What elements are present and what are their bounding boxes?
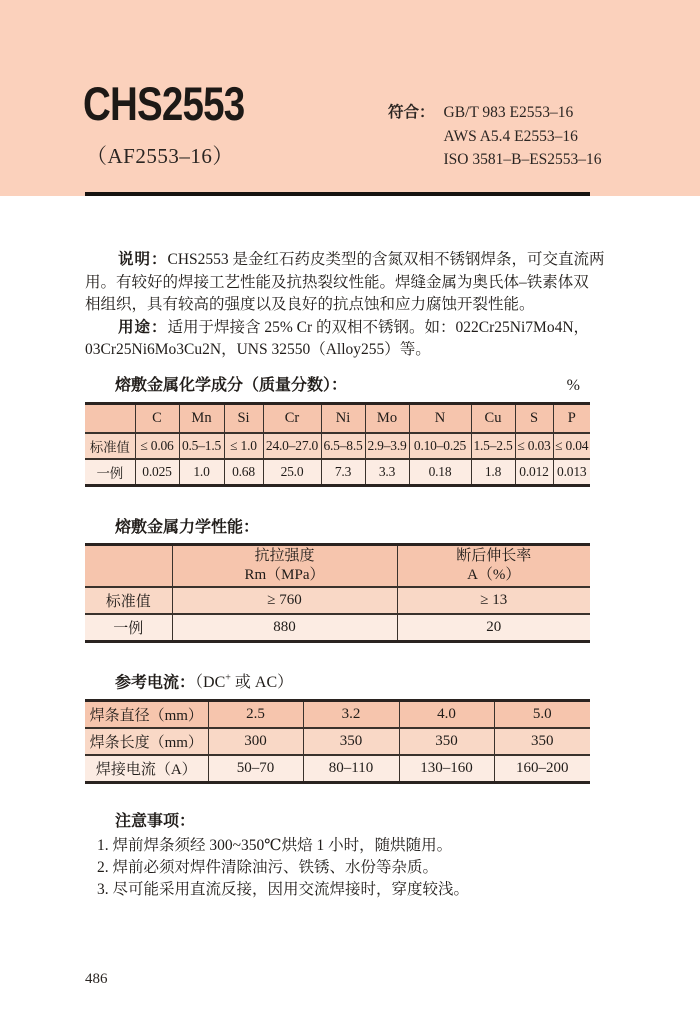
- standards-list: [444, 101, 602, 172]
- standard-aws: AWS A5.4 E2553–16: [443, 127, 578, 145]
- mech-properties-table: [85, 543, 590, 643]
- electrode-length-label: 焊条长度（mm）: [89, 734, 203, 751]
- mech-example-row: [85, 614, 590, 642]
- current-value-2: 80–110: [303, 755, 399, 783]
- mech-standard-row: [85, 587, 590, 614]
- chem-header-s: S: [515, 403, 553, 433]
- reference-current-table: [85, 699, 590, 784]
- page-content: [0, 249, 700, 901]
- chem-standard-cr: 24.0–27.0: [263, 433, 321, 459]
- product-alias: （AF2553–16）: [86, 144, 234, 168]
- description-paragraphs: [85, 249, 605, 362]
- chem-header-cr: Cr: [263, 403, 321, 433]
- mech-header-empty: [85, 544, 172, 587]
- chem-header-mo: Mo: [365, 403, 409, 433]
- electrode-length-row: [85, 728, 590, 755]
- chem-standard-c: ≤ 0.06: [135, 433, 179, 459]
- mech-standard-tensile: ≥ 760: [172, 587, 397, 614]
- usage-line-2: 03Cr25Ni6Mo3Cu2N，UNS 32550（Alloy255）等。: [85, 341, 431, 358]
- length-value-4: 350: [494, 728, 590, 755]
- length-value-2: 350: [303, 728, 399, 755]
- chem-header-cu: Cu: [471, 403, 515, 433]
- chem-header-si: Si: [224, 403, 263, 433]
- chem-standard-si: ≤ 1.0: [224, 433, 263, 459]
- chem-example-n: 0.18: [409, 459, 471, 486]
- page-header: [0, 0, 700, 196]
- chem-example-s: 0.012: [515, 459, 553, 486]
- notes-section-title: 注意事项：: [115, 812, 196, 830]
- notes-list: [85, 835, 590, 901]
- note-item-3: 3. 尽可能采用直流反接，因用交流焊接时，穿度较浅。: [97, 880, 470, 898]
- chem-standard-s: ≤ 0.03: [515, 433, 553, 459]
- dc-plus-superscript: +: [225, 672, 231, 684]
- conform-label: 符合：: [388, 104, 435, 121]
- chem-header-mn: Mn: [179, 403, 224, 433]
- chem-section-title: % 熔敷金属化学成分（质量分数）：: [85, 375, 590, 397]
- product-code-title: CHS2553: [83, 77, 245, 130]
- length-value-3: 350: [399, 728, 494, 755]
- note-item-2: 2. 焊前必须对焊件清除油污、铁锈、水份等杂质。: [97, 858, 439, 876]
- chem-composition-table: [85, 402, 590, 487]
- diameter-value-2: 3.2: [303, 700, 399, 728]
- chem-example-cu: 1.8: [471, 459, 515, 486]
- chem-example-c: 0.025: [135, 459, 179, 486]
- header-divider-rule: [85, 192, 590, 196]
- electrode-diameter-row: [85, 700, 590, 728]
- chem-example-p: 0.013: [553, 459, 590, 486]
- description-line-1: 说明：CHS2553 是金红石药皮类型的含氮双相不锈钢焊条，可交直流两: [118, 251, 605, 268]
- page-number: 486: [85, 971, 108, 987]
- chem-header-n: N: [409, 403, 471, 433]
- chem-standard-ni: 6.5–8.5: [321, 433, 365, 459]
- chem-header-row: [85, 403, 590, 433]
- chem-unit-percent: %: [566, 376, 580, 394]
- chem-example-cr: 25.0: [263, 459, 321, 486]
- chem-header-p: P: [553, 403, 590, 433]
- chem-example-label: 一例: [96, 465, 124, 481]
- mech-example-label: 一例: [113, 620, 144, 637]
- chem-standard-row: [85, 433, 590, 459]
- current-section-title: 参考电流：（DC+ 或 AC）: [115, 672, 294, 691]
- description-line-2: 用。有较好的焊接工艺性能及抗热裂纹性能。焊缝金属为奥氏体–铁素体双: [85, 273, 589, 291]
- chem-standard-mn: 0.5–1.5: [179, 433, 224, 459]
- chem-header-ni: Ni: [321, 403, 365, 433]
- mech-section-title: 熔敷金属力学性能：: [115, 518, 260, 536]
- description-label: 说明：: [118, 251, 168, 268]
- mech-example-tensile: 880: [172, 614, 397, 642]
- chem-example-si: 0.68: [224, 459, 263, 486]
- mech-standard-label: 标准值: [105, 593, 151, 610]
- mech-header-tensile: 抗拉强度 Rm（MPa）: [172, 544, 397, 587]
- diameter-value-3: 4.0: [399, 700, 494, 728]
- chem-example-mn: 1.0: [179, 459, 224, 486]
- chem-standard-n: 0.10–0.25: [409, 433, 471, 459]
- chem-example-mo: 3.3: [365, 459, 409, 486]
- current-value-4: 160–200: [494, 755, 590, 783]
- diameter-value-1: 2.5: [208, 700, 303, 728]
- standard-iso: ISO 3581–B–ES2553–16: [443, 151, 602, 168]
- mech-standard-elongation: ≥ 13: [397, 587, 590, 614]
- usage-label: 用途：: [118, 318, 168, 336]
- description-line-3: 相组织，具有较高的强度以及良好的抗点蚀和应力腐蚀开裂性能。: [85, 296, 535, 313]
- current-value-3: 130–160: [399, 755, 494, 783]
- length-value-1: 300: [208, 728, 303, 755]
- chem-example-ni: 7.3: [321, 459, 365, 486]
- chem-standard-p: ≤ 0.04: [553, 433, 590, 459]
- standards-block: [388, 101, 602, 172]
- standard-gbt: GB/T 983 E2553–16: [443, 104, 574, 121]
- chem-example-row: [85, 459, 590, 486]
- note-item-1: 1. 焊前焊条须经 300~350℃烘焙 1 小时，随烘随用。: [97, 836, 453, 854]
- welding-current-row: [85, 755, 590, 783]
- electrode-diameter-label: 焊条直径（mm）: [89, 707, 203, 724]
- chem-standard-cu: 1.5–2.5: [471, 433, 515, 459]
- chem-standard-label: 标准值: [89, 439, 130, 455]
- chem-standard-mo: 2.9–3.9: [365, 433, 409, 459]
- welding-current-label: 焊接电流（A）: [95, 761, 197, 778]
- chem-header-c: C: [135, 403, 179, 433]
- mech-header-row: [85, 544, 590, 587]
- mech-header-elongation: 断后伸长率 A（%）: [397, 544, 590, 587]
- usage-line-1: 用途：适用于焊接含 25% Cr 的双相不锈钢。如：022Cr25Ni7Mo4N，: [118, 318, 590, 336]
- diameter-value-4: 5.0: [494, 700, 590, 728]
- mech-example-elongation: 20: [397, 614, 590, 642]
- chem-header-empty: [85, 403, 135, 433]
- current-value-1: 50–70: [208, 755, 303, 783]
